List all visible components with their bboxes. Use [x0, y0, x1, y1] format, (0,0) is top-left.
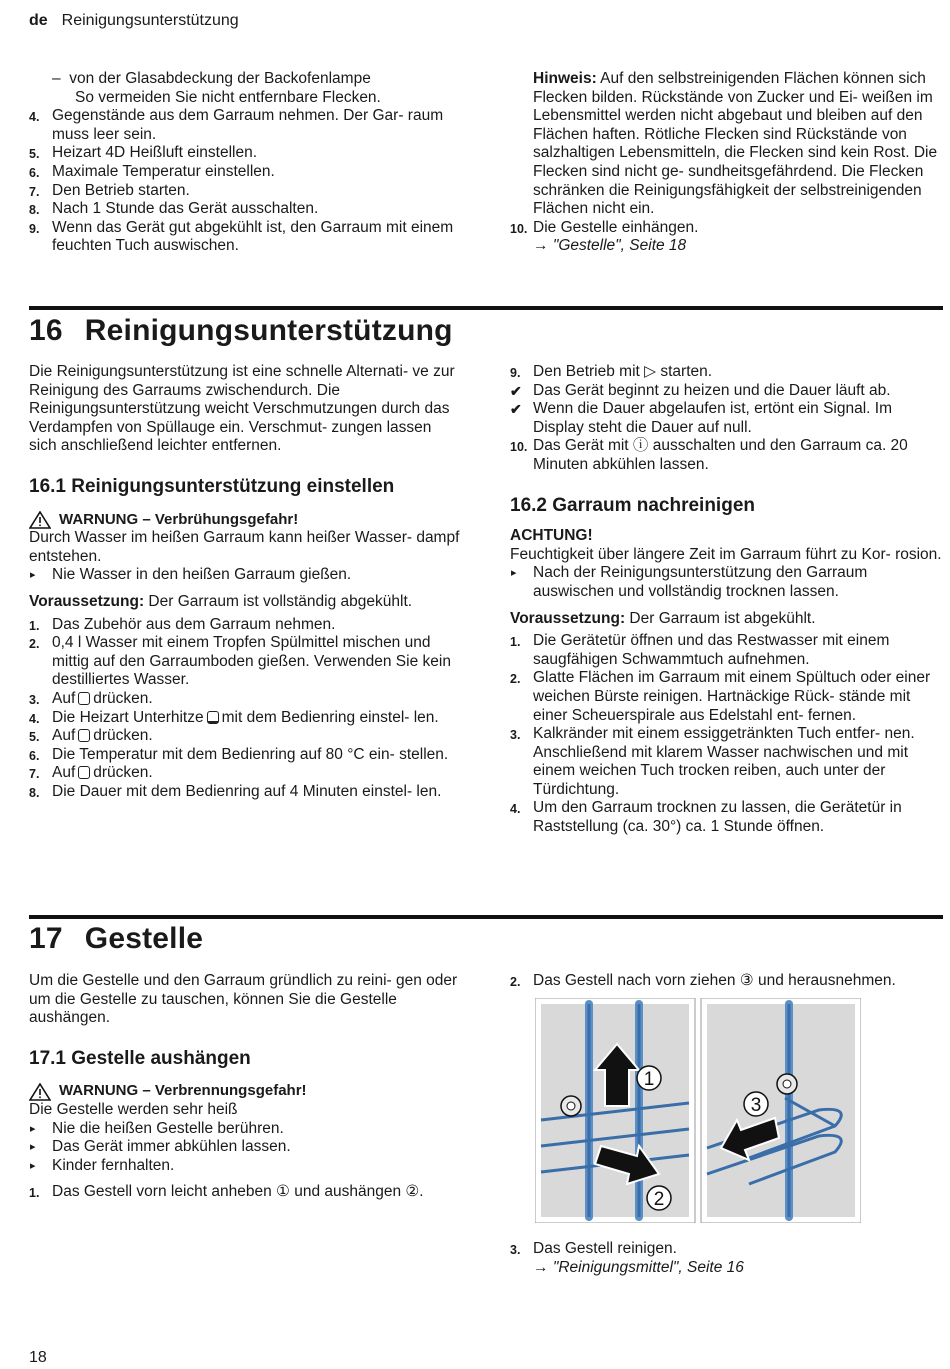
step: 10. Die Gestelle einhängen.: [510, 218, 699, 236]
warning-heading: WARNUNG – Verbrennungsgefahr!: [29, 1082, 461, 1101]
step: 10. Das Gerät mit ⓘ ausschalten und den Garraum ca. 20 Minuten abkühlen lassen.: [510, 437, 908, 473]
step: 8. Die Dauer mit dem Bedienring auf 4 Minuten einstel- len.: [29, 782, 442, 800]
section-heading-16: 16 Reinigungsunterstützung: [29, 314, 453, 347]
top-left-column: [29, 70, 459, 256]
thermometer-icon: [78, 729, 90, 742]
cross-reference[interactable]: → "Reinigungsmittel", Seite 16: [533, 1258, 744, 1276]
warning-heading: WARNUNG – Verbrühungsgefahr!: [29, 511, 461, 530]
cleaning-assistant-icon: [78, 692, 90, 705]
play-icon: ▷: [644, 363, 657, 380]
step: 4. Um den Garraum trocknen zu lassen, die Gerätetür in Raststellung (ca. 30°) ca. 1 Stunde öffnen.: [510, 799, 902, 836]
subsection-heading-16-2: 16.2 Garraum nachreinigen: [510, 494, 755, 516]
step: 5. Heizart 4D Heißluft einstellen.: [29, 144, 258, 162]
bottom-heat-icon: [207, 711, 219, 724]
step: 7. Auf drücken.: [29, 764, 153, 782]
step: 9. Wenn das Gerät gut abgekühlt ist, den Garraum mit einem feuchten Tuch auswischen.: [29, 218, 454, 255]
step: 2. Das Gestell nach vorn ziehen ③ und herausnehmen.: [510, 972, 896, 989]
section-rule: [29, 306, 943, 310]
sec16-left-column: [29, 363, 461, 801]
step: 1. Das Gestell vorn leicht anheben ① und aushängen ②.: [29, 1183, 424, 1201]
precondition: Voraussetzung: Der Garraum ist vollständig abgekühlt.: [29, 592, 413, 610]
warning-triangle-icon: [29, 1083, 51, 1101]
check-icon: ✔: [510, 382, 522, 399]
sec17-intro: Um die Gestelle und den Garraum gründlich zu reini- gen oder um die Gestelle zu tauschen, können Sie die Gestelle aushängen.: [29, 972, 458, 1027]
step: 6. Die Temperatur mit dem Bedienring auf 80 °C ein- stellen.: [29, 745, 449, 763]
caution-heading: ACHTUNG!: [510, 527, 593, 545]
svg-text:3: 3: [750, 1095, 762, 1116]
page-number: 18: [29, 1349, 47, 1366]
sec16-right-column: [510, 363, 944, 837]
top-left-steps: [29, 107, 459, 256]
hint-paragraph: Hinweis: Auf den selbstreinigenden Flächen können sich Flecken bilden. Rückstände von Zucker und Ei- weißen im Lebensmittel werden nicht abgebaut und bleiben auf den Flächen haften. Rötliche Flecken sind Rückstände von salzhaltigen Lebensmitteln, die Flecken sind kein Rost. Die Flecken sind nicht ge- sundheitsgefährdend. Die Flecken schränken die Reinigungsfähigkeit der selbstreinigenden Flächen nicht ein.: [533, 70, 938, 218]
step: 1. Das Zubehör aus dem Garraum nehmen.: [29, 615, 336, 633]
sec17-right-column: [510, 972, 944, 991]
subsection-heading-17-1: 17.1 Gestelle aushängen: [29, 1047, 251, 1069]
step: 2. 0,4 l Wasser mit einem Tropfen Spülmittel mischen und mittig auf den Garraumboden gießen. Verwenden Sie kein destilliertes Wasser.: [29, 634, 451, 689]
step: 3. Das Gestell reinigen.: [510, 1240, 677, 1257]
warning-text: Durch Wasser im heißen Garraum kann heißer Wasser- dampf entstehen.: [29, 529, 460, 565]
bullet-item: ▸ Nie die heißen Gestelle berühren.: [30, 1119, 284, 1137]
check-icon: ✔: [510, 401, 522, 418]
running-header: [29, 12, 239, 30]
sec17-left-column: [29, 972, 461, 1202]
caution-text: Feuchtigkeit über längere Zeit im Garraum führt zu Kor- rosion.: [510, 545, 942, 563]
dash-item: – von der Glasabdeckung der Backofenlampe So vermeiden Sie nicht entfernbare Flecken.: [52, 70, 381, 106]
svg-text:2: 2: [653, 1189, 665, 1210]
step: 1. Die Gerätetür öffnen und das Restwasser mit einem saugfähigen Schwammtuch aufnehmen.: [510, 632, 890, 668]
timer-icon: [78, 766, 90, 779]
result-item: ✔ Wenn die Dauer abgelaufen ist, ertönt ein Signal. Im Display steht die Dauer auf null.: [510, 400, 893, 436]
header-title: Reinigungsunterstützung: [61, 12, 239, 29]
step: 3. Auf drücken.: [29, 689, 153, 707]
step: 3. Kalkränder mit einem essiggetränkten Tuch entfer- nen. Anschließend mit klarem Wasser nachwischen und mit einem weichen Tuch trocken reiben, auch unter der Türdichtung.: [510, 725, 915, 798]
bullet-item: ▸ Nach der Reinigungsunterstützung den Garraum auswischen und vollständig trocknen lassen.: [511, 564, 868, 600]
warning-triangle-icon: [29, 511, 51, 529]
language-code: de: [29, 12, 48, 29]
svg-text:1: 1: [643, 1069, 655, 1090]
step: 4. Gegenstände aus dem Garraum nehmen. Der Gar- raum muss leer sein.: [29, 107, 444, 143]
step: 8. Nach 1 Stunde das Gerät ausschalten.: [29, 200, 319, 218]
result-item: ✔ Das Gerät beginnt zu heizen und die Dauer läuft ab.: [510, 381, 891, 399]
step: 2. Glatte Flächen im Garraum mit einem Spültuch oder einer weichen Bürste reinigen. Hartnäckige Rück- stände mit einer Scheuerspirale aus Edelstahl ent- fernen.: [510, 669, 931, 724]
bullet-item: ▸ Nie Wasser in den heißen Garraum gießen.: [30, 566, 352, 584]
section-heading-17: 17 Gestelle: [29, 922, 204, 955]
step: 7. Den Betrieb starten.: [29, 181, 190, 199]
step: 4. Die Heizart Unterhitze mit dem Bedienring einstel- len.: [29, 708, 439, 726]
warning-text: Die Gestelle werden sehr heiß: [29, 1100, 238, 1118]
bullet-item: ▸ Kinder fernhalten.: [30, 1156, 175, 1174]
sec16-intro: Die Reinigungsunterstützung ist eine schnelle Alternati- ve zur Reinigung des Garraums zwischendurch. Die Reinigungsunterstützung weicht Verschmutzungen durch das Verdampfen von Spüllauge ein. Verschmut- zungen lassen sich anschließend leichter entfernen.: [29, 363, 455, 455]
bullet-item: ▸ Das Gerät immer abkühlen lassen.: [30, 1138, 291, 1156]
step: 6. Maximale Temperatur einstellen.: [29, 162, 275, 180]
step: 5. Auf drücken.: [29, 727, 153, 745]
cross-reference[interactable]: → "Gestelle", Seite 18: [533, 237, 687, 255]
section-rule: [29, 915, 943, 919]
top-right-column: [510, 70, 944, 256]
sec17-right-column-bottom: [510, 1240, 944, 1277]
subsection-heading-16-1: 16.1 Reinigungsunterstützung einstellen: [29, 475, 395, 497]
step: 9. Den Betrieb mit ▷ starten.: [510, 363, 713, 380]
power-icon: ⓘ: [632, 437, 649, 455]
rack-removal-illustration: [535, 998, 861, 1223]
precondition: Voraussetzung: Der Garraum ist abgekühlt.: [510, 609, 816, 627]
